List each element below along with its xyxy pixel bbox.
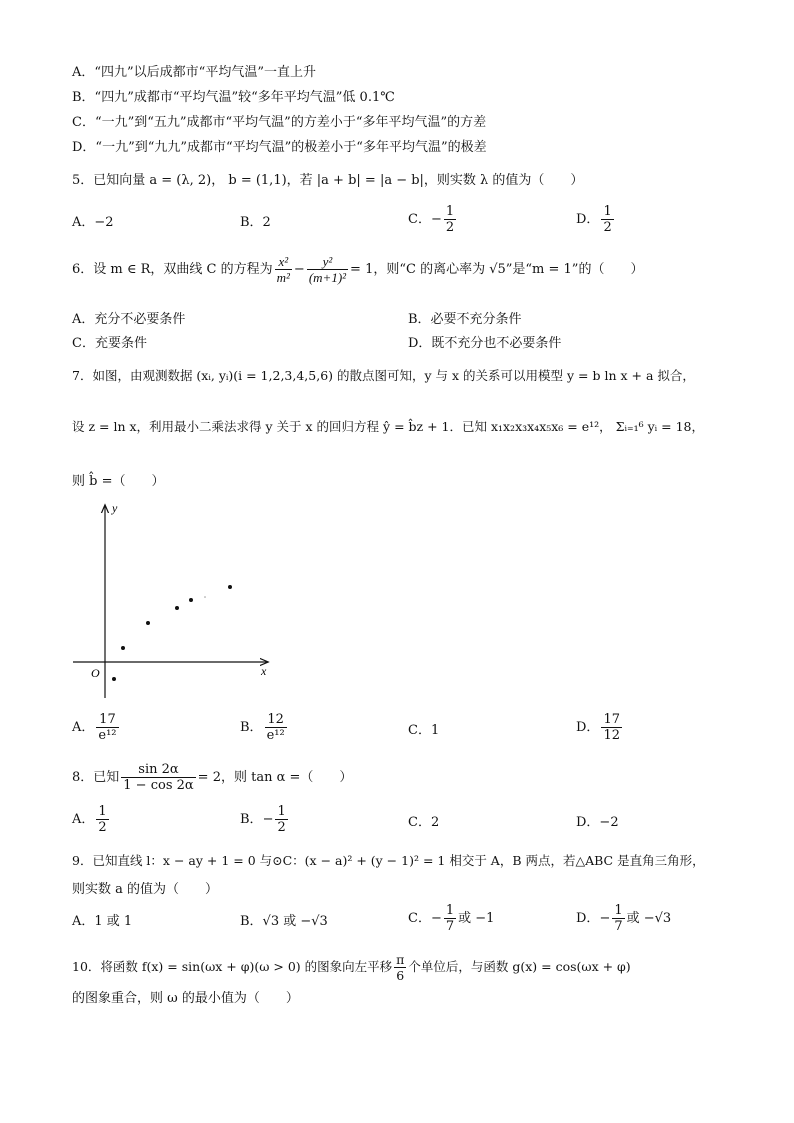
option-label: D． (576, 212, 600, 227)
q8-tail: = 2，则 tan α =（ ） (197, 770, 353, 785)
minus-sign: − (262, 812, 274, 827)
q5-option-a: A．−2 (72, 215, 114, 230)
option-label: B． (240, 812, 263, 827)
minus-sign: − (599, 911, 611, 926)
denominator: (m+1)² (308, 270, 347, 285)
fraction-y (307, 254, 348, 285)
data-point-faint (204, 596, 206, 598)
q8-option-a (72, 804, 111, 835)
q8-option-d: D．−2 (576, 815, 619, 830)
fraction-x (275, 254, 292, 285)
q7-line-3: 则 b̂ =（ ） (72, 474, 165, 489)
q9-option-a: A．1 或 1 (72, 914, 133, 929)
data-point (228, 585, 232, 589)
q6-option-c: C．充要条件 (72, 336, 147, 351)
denominator: 2 (277, 820, 286, 835)
q8-option-b (240, 804, 290, 835)
q9-line-1: 9．已知直线 l：x − ay + 1 = 0 与⊙C：(x − a)² + (y − 1)² = 1 相交于 A，B 两点，若△ABC 是直角三角形， (72, 853, 705, 868)
q5-option-d (576, 204, 616, 235)
option-label: B． (240, 720, 263, 735)
denominator: 2 (445, 220, 455, 235)
fraction (121, 762, 195, 793)
fraction (275, 804, 287, 835)
prev-option-a: A．“四九”以后成都市“平均气温”一直上升 (72, 65, 316, 80)
q8-stem (72, 762, 352, 793)
fraction (96, 804, 108, 835)
data-point (175, 606, 179, 610)
denominator: 2 (603, 220, 612, 235)
numerator: y² (307, 254, 348, 270)
denominator: 7 (614, 919, 623, 934)
q7-line-2: 设 z = ln x，利用最小二乘法求得 y 关于 x 的回归方程 ŷ = b̂z + 1．已知 x₁x₂x₃x₄x₅x₆ = e¹²， Σᵢ₌₁⁶ yᵢ = 18， (72, 419, 704, 434)
q6-stem-lead: 6．设 m ∈ R，双曲线 C 的方程为 (72, 262, 273, 277)
prev-option-d: D．“一九”到“九九”成都市“平均气温”的极差小于“多年平均气温”的极差 (72, 140, 487, 155)
q8-lead: 8．已知 (72, 770, 120, 785)
numerator: 12 (265, 712, 287, 728)
fraction (601, 712, 622, 743)
q9-line-2: 则实数 a 的值为（ ） (72, 882, 219, 897)
q6-stem (72, 254, 643, 285)
q7-option-c: C．1 (408, 723, 440, 738)
numerator: sin 2α (121, 762, 195, 778)
fraction (394, 952, 406, 983)
numerator: π (396, 952, 405, 967)
q8-option-c: C．2 (408, 815, 440, 830)
numerator: 1 (277, 804, 286, 819)
option-label: C． (408, 212, 431, 227)
data-point (146, 621, 150, 625)
data-point (112, 677, 116, 681)
minus-sign: − (430, 911, 442, 926)
minus-sign: − (430, 212, 442, 227)
q10-stem (72, 952, 631, 983)
fraction (96, 712, 118, 743)
denominator: 1 − cos 2α (123, 778, 194, 793)
option-label: A． (72, 812, 95, 827)
numerator: x² (275, 254, 292, 270)
option-tail: 或 −√3 (626, 911, 672, 926)
q10-line-2: 的图象重合，则 ω 的最小值为（ ） (72, 991, 299, 1006)
q10-tail: 个单位后，与函数 g(x) = cos(ωx + φ) (408, 959, 631, 974)
q6-option-d: D．既不充分也不必要条件 (408, 336, 562, 351)
scatter-plot (65, 500, 285, 700)
q9-option-b: B．√3 或 −√3 (240, 914, 328, 929)
denominator: 12 (603, 728, 620, 743)
q7-option-b (240, 712, 289, 743)
prev-option-c: C．“一九”到“五九”成都市“平均气温”的方差小于“多年平均气温”的方差 (72, 115, 487, 130)
numerator: 17 (96, 712, 118, 728)
q9-option-d (576, 903, 671, 934)
q5-stem: 5．已知向量 a = (λ, 2)， b = (1,1)，若 |a + b| = |a − b|，则实数 λ 的值为（ ） (72, 173, 584, 188)
denominator: e¹² (98, 728, 117, 743)
q7-line-1: 7．如图，由观测数据 (xᵢ, yᵢ)(i = 1,2,3,4,5,6) 的散点图可知，y 与 x 的关系可以用模型 y = b ln x + a 拟合， (72, 368, 695, 383)
q7-option-a (72, 712, 121, 743)
q5-option-c (408, 204, 458, 235)
data-point (189, 598, 193, 602)
denominator: 7 (445, 919, 455, 934)
q6-stem-tail: = 1，则“C 的离心率为 √5”是“m = 1”的（ ） (350, 262, 644, 277)
q7-option-d (576, 712, 624, 743)
q5-option-b: B．2 (240, 215, 271, 230)
fraction (601, 204, 613, 235)
numerator: 1 (445, 903, 455, 918)
fraction (444, 204, 456, 235)
denominator: 2 (98, 820, 107, 835)
denominator: 6 (396, 968, 405, 983)
denominator: m² (276, 270, 290, 285)
fraction (612, 903, 624, 934)
option-label: A． (72, 720, 95, 735)
numerator: 17 (603, 712, 620, 727)
data-point (121, 646, 125, 650)
option-label: C． (408, 911, 431, 926)
numerator: 1 (603, 204, 612, 219)
x-axis-label: x (261, 664, 267, 678)
option-label: D． (576, 911, 600, 926)
option-tail: 或 −1 (458, 911, 495, 926)
numerator: 1 (98, 804, 107, 819)
prev-option-b: B．“四九”成都市“平均气温”较“多年平均气温”低 0.1℃ (72, 90, 395, 105)
numerator: 1 (445, 204, 455, 219)
denominator: e¹² (266, 728, 285, 743)
origin-label: O (91, 666, 100, 680)
option-label: D． (576, 720, 600, 735)
y-axis-label: y (112, 501, 118, 515)
q6-option-b: B．必要不充分条件 (408, 312, 522, 327)
q10-lead: 10．将函数 f(x) = sin(ωx + φ)(ω > 0) 的图象向左平移 (72, 959, 393, 974)
numerator: 1 (614, 903, 623, 918)
minus-sign: − (293, 262, 305, 277)
q9-option-c (408, 903, 494, 934)
fraction (444, 903, 456, 934)
q6-option-a: A．充分不必要条件 (72, 312, 186, 327)
fraction (265, 712, 287, 743)
